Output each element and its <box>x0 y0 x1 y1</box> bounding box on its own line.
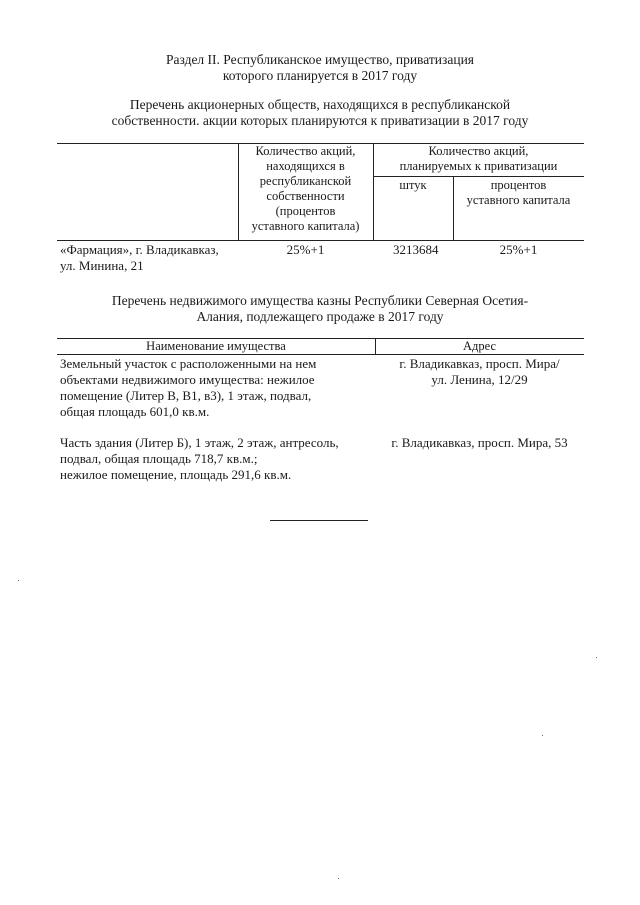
table-row-held: 25%+1 <box>286 242 325 257</box>
property-row-2-name <box>60 435 390 483</box>
row-name-line: Часть здания (Литер Б), 1 этаж, 2 этаж, антресоль, <box>60 435 339 450</box>
header-property-name: Наименование имущества <box>146 339 286 353</box>
header-line: уставного капитала <box>466 193 571 207</box>
header-percent <box>453 178 584 208</box>
header-line: республиканской <box>259 174 352 188</box>
row-name-line: подвал, общая площадь 718,7 кв.м.; <box>60 451 258 466</box>
row-address-line: г. Владикавказ, просп. Мира, 53 <box>391 435 568 450</box>
row-name-line: объектами недвижимого имущества: нежилое <box>60 372 315 387</box>
table-header-bottom <box>57 240 584 241</box>
section-title <box>0 52 640 84</box>
shares-list-title-line-2: собственности. акции которых планируются к приватизации в 2017 году <box>111 113 529 128</box>
row-name-line: нежилое помещение, площадь 291,6 кв.м. <box>60 467 292 482</box>
shares-list-title <box>40 97 600 129</box>
section-title-line-2: которого планируется в 2017 году <box>222 68 418 83</box>
row-address-line: г. Владикавказ, просп. Мира/ <box>399 356 560 371</box>
row-name-line: общая площадь 601,0 кв.м. <box>60 404 210 419</box>
table-divider <box>373 176 584 177</box>
header-line: уставного капитала) <box>251 219 360 233</box>
shares-list-title-line-1: Перечень акционерных обществ, находящихся в республиканской <box>129 97 511 112</box>
scan-speck <box>18 580 19 581</box>
header-line: Количество акций, <box>428 144 529 158</box>
section-title-line-1: Раздел II. Республиканское имущество, приватизация <box>165 52 475 67</box>
table-row-pieces: 3213684 <box>393 242 439 257</box>
header-line: находящихся в <box>266 159 345 173</box>
property-row-1-name <box>60 356 380 420</box>
property-row-1-address <box>375 356 584 388</box>
header-address: Адрес <box>462 339 497 353</box>
scan-speck <box>596 657 597 658</box>
header-held-shares <box>238 144 373 234</box>
row-name-line: «Фармация», г. Владикавказ, <box>60 242 219 257</box>
header-line: процентов <box>490 178 547 192</box>
property-row-2-address <box>375 435 584 451</box>
row-name-line: Земельный участок с расположенными на нем <box>60 356 317 371</box>
signature-line <box>270 520 368 521</box>
property-list-title-line-2: Алания, подлежащего продаже в 2017 году <box>196 309 444 324</box>
header-line: собственности <box>266 189 345 203</box>
table-header-bottom <box>57 354 584 355</box>
header-line: (процентов <box>275 204 336 218</box>
scan-speck <box>542 735 543 736</box>
header-pieces: штук <box>399 178 427 192</box>
shares-table <box>57 143 584 273</box>
table-row-percent: 25%+1 <box>499 242 538 257</box>
property-list-title <box>40 293 600 325</box>
row-address-line: ул. Ленина, 12/29 <box>431 372 528 387</box>
row-name-line: помещение (Литер В, В1, в3), 1 этаж, подвал, <box>60 388 312 403</box>
table-row-name <box>60 242 240 274</box>
header-line: планируемых к приватизации <box>399 159 558 173</box>
row-name-line: ул. Минина, 21 <box>60 258 144 273</box>
header-line: Количество акций, <box>255 144 356 158</box>
header-planned-group <box>373 144 584 174</box>
property-list-title-line-1: Перечень недвижимого имущества казны Республики Северная Осетия- <box>111 293 529 308</box>
scan-speck <box>338 878 339 879</box>
